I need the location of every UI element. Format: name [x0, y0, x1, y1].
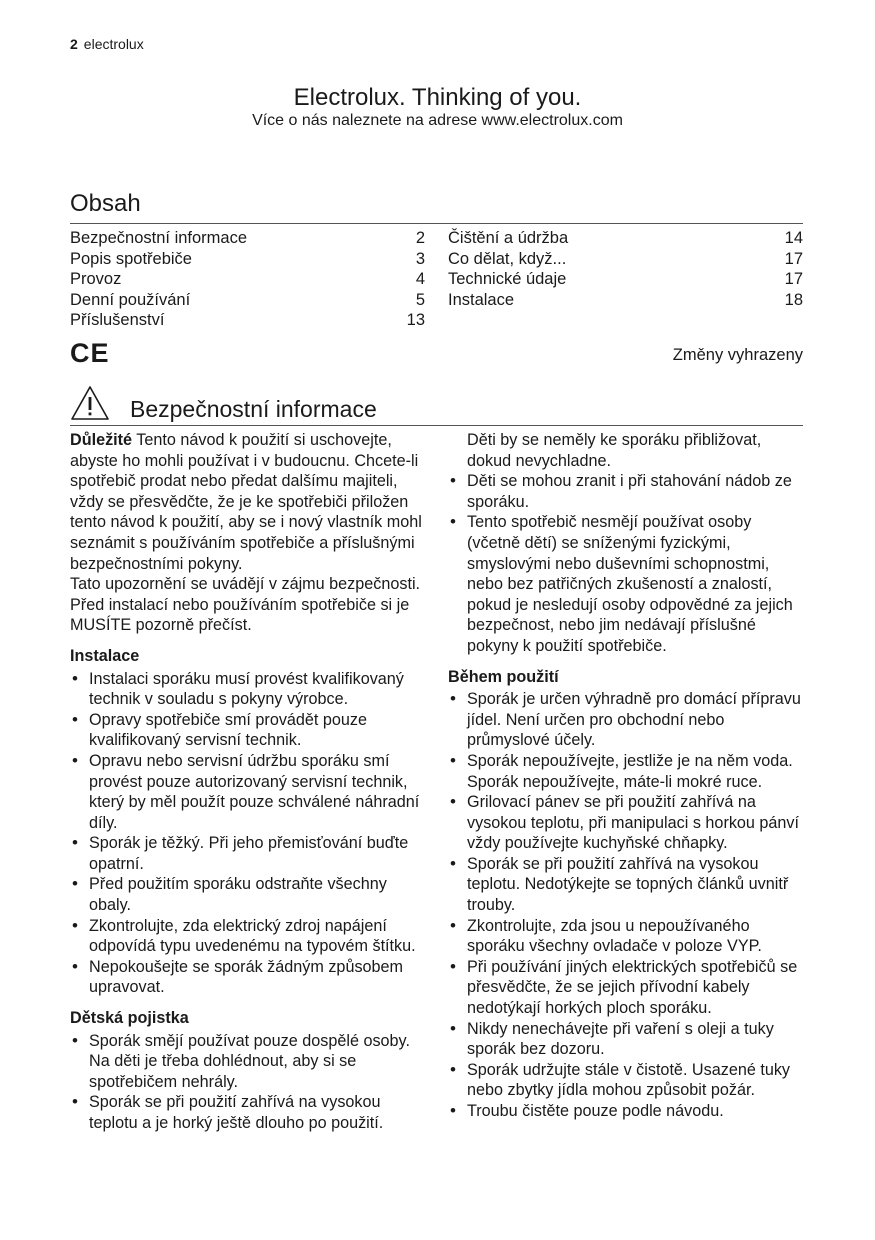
toc-entry[interactable] — [448, 228, 803, 249]
divider — [70, 425, 803, 426]
page-number: 2 — [70, 36, 78, 52]
toc-entry[interactable] — [448, 249, 803, 270]
list-item-continuation: Děti by se neměly ke sporáku přibližovat, dokud nevychladne. — [467, 431, 762, 470]
toc-entry-label: Instalace — [448, 290, 515, 309]
list-item: • Sporák je určen výhradně pro domácí přípravu jídel. Není určen pro obchodní nebo průmyslové účely. — [448, 689, 804, 751]
toc-entry-label: Bezpečnostní informace — [70, 229, 248, 247]
list-item: • Nikdy nenechávejte při vaření s oleji a tuky sporák bez dozoru. — [448, 1019, 804, 1060]
toc-entry-page: 17 — [784, 270, 803, 289]
list-item: • Grilovací pánev se při použití zahřívá na vysokou teplotu, při manipulaci s horkou pánví vždy používejte kuchyňské chňapky. — [448, 792, 804, 854]
list-item: • Děti se mohou zranit i při stahování nádob ze sporáku. — [448, 471, 804, 512]
toc-entry-page: 5 — [415, 290, 425, 309]
toc-entry[interactable] — [70, 310, 425, 331]
list-item: • Opravy spotřebiče smí provádět pouze kvalifikovaný servisní technik. — [70, 710, 426, 751]
toc-entry-label: Technické údaje — [448, 270, 567, 289]
child-lock-heading: Dětská pojistka — [70, 1009, 189, 1028]
child-lock-list-continued — [448, 471, 804, 656]
tagline: Electrolux. Thinking of you. — [293, 84, 582, 111]
list-item: • Sporák udržujte stále v čistotě. Usazené tuky nebo zbytky jídla mohou způsobit požár. — [448, 1060, 804, 1101]
list-item: • Opravu nebo servisní údržbu sporáku smí provést pouze autorizovaný servisní technik, který by měl použít pouze schválené náhradní díly. — [70, 751, 426, 833]
list-item: • Nepokoušejte se sporák žádným způsobem upravovat. — [70, 957, 426, 998]
intro-text: Tento návod k použití si uschovejte, abyste ho mohli používat i v budoucnu. Chcete-li spotřebič prodat nebo předat dalšímu majiteli, vždy se přesvědčte, že je ke spotřebiči přiložen tento návod k použití, aby se i nový vlastník mohl seznámit s používáním spotřebiče a příslušnými bezpečnostními pokyny. — [70, 431, 422, 573]
toc-entry-label: Popis spotřebiče — [70, 249, 192, 268]
list-item: • Sporák je těžký. Při jeho přemisťování buďte opatrní. — [70, 833, 426, 874]
ce-mark-icon: CE — [70, 338, 110, 368]
toc-entry[interactable] — [448, 269, 803, 290]
list-item: • Zkontrolujte, zda jsou u nepoužívaného sporáku všechny ovladače v poloze VYP. — [448, 916, 804, 957]
website-line: Více o nás naleznete na adrese www.electrolux.com — [252, 112, 623, 129]
toc-entry-label: Příslušenství — [70, 311, 165, 330]
toc-entry[interactable] — [448, 290, 803, 311]
important-label: Důležité — [70, 431, 133, 449]
divider — [70, 223, 803, 224]
warning-triangle-icon — [70, 385, 110, 426]
toc-entry-page: 13 — [406, 311, 425, 330]
toc-entry-label: Denní používání — [70, 290, 191, 309]
right-text-column — [448, 430, 804, 1122]
list-item: • Zkontrolujte, zda elektrický zdroj napájení odpovídá typu uvedenému na typovém štítku. — [70, 916, 426, 957]
intro-paragraph — [70, 430, 426, 574]
toc-entry[interactable] — [70, 249, 425, 270]
list-item: • Instalaci sporáku musí provést kvalifikovaný technik v souladu s pokyny výrobce. — [70, 669, 426, 710]
toc-entry-page: 14 — [784, 229, 803, 247]
list-item: • Sporák nepoužívejte, jestliže je na něm voda. Sporák nepoužívejte, máte-li mokré ruce. — [448, 751, 804, 792]
toc-right-column — [448, 228, 803, 310]
list-item: • Troubu čistěte pouze podle návodu. — [448, 1101, 804, 1122]
toc-entry[interactable] — [70, 290, 425, 311]
toc-entry-page: 18 — [784, 290, 803, 309]
list-item: • Sporák se při použití zahřívá na vysokou teplotu. Nedotýkejte se topných článků uvnitř trouby. — [448, 854, 804, 916]
toc-entry-page: 4 — [415, 270, 425, 289]
toc-entry-page: 3 — [415, 249, 425, 268]
left-text-column — [70, 430, 426, 1134]
toc-title: Obsah — [70, 190, 141, 217]
child-lock-list — [70, 1031, 426, 1134]
toc-entry[interactable] — [70, 269, 425, 290]
toc-entry-page: 2 — [415, 229, 425, 247]
list-item: • Sporák se při použití zahřívá na vysokou teplotu a je horký ještě dlouho po použití. — [70, 1092, 426, 1133]
list-item: • Při používání jiných elektrických spotřebičů se přesvědčte, že se jejich přívodní kabely nedotýkají horkých ploch sporáku. — [448, 957, 804, 1019]
list-item: • Před použitím sporáku odstraňte všechny obaly. — [70, 874, 426, 915]
brand-name: electrolux — [83, 36, 144, 52]
installation-list — [70, 669, 426, 999]
during-use-heading: Během použití — [448, 667, 559, 686]
toc-entry-label: Čištění a údržba — [448, 229, 569, 247]
list-item: • Tento spotřebič nesmějí používat osoby (včetně dětí) se sníženými fyzickými, smyslovými nebo duševními schopnostmi, nebo bez patřičných zkušeností a znalostí, pokud je nesledují osoby odpovědné za jejich bezpečnost, nebo jim nedávají příslušné pokyny k použití spotřebiče. — [448, 512, 804, 656]
installation-heading: Instalace — [70, 646, 140, 665]
during-use-list — [448, 689, 804, 1121]
toc-entry-label: Co dělat, když... — [448, 249, 567, 268]
changes-note: Změny vyhrazeny — [672, 346, 803, 364]
toc-entry[interactable] — [70, 228, 425, 249]
intro-paragraph-2: Tato upozornění se uvádějí v zájmu bezpečnosti. Před instalací nebo používáním spotřebiče si je MUSÍTE pozorně přečíst. — [70, 575, 421, 635]
list-item: • Sporák smějí používat pouze dospělé osoby. Na děti je třeba dohlédnout, aby si se spotřebičem nehrály. — [70, 1031, 426, 1093]
toc-entry-page: 17 — [784, 249, 803, 268]
toc-entry-label: Provoz — [70, 270, 122, 289]
page-header — [70, 36, 144, 52]
toc-left-column — [70, 228, 425, 331]
section-title: Bezpečnostní informace — [130, 396, 377, 422]
